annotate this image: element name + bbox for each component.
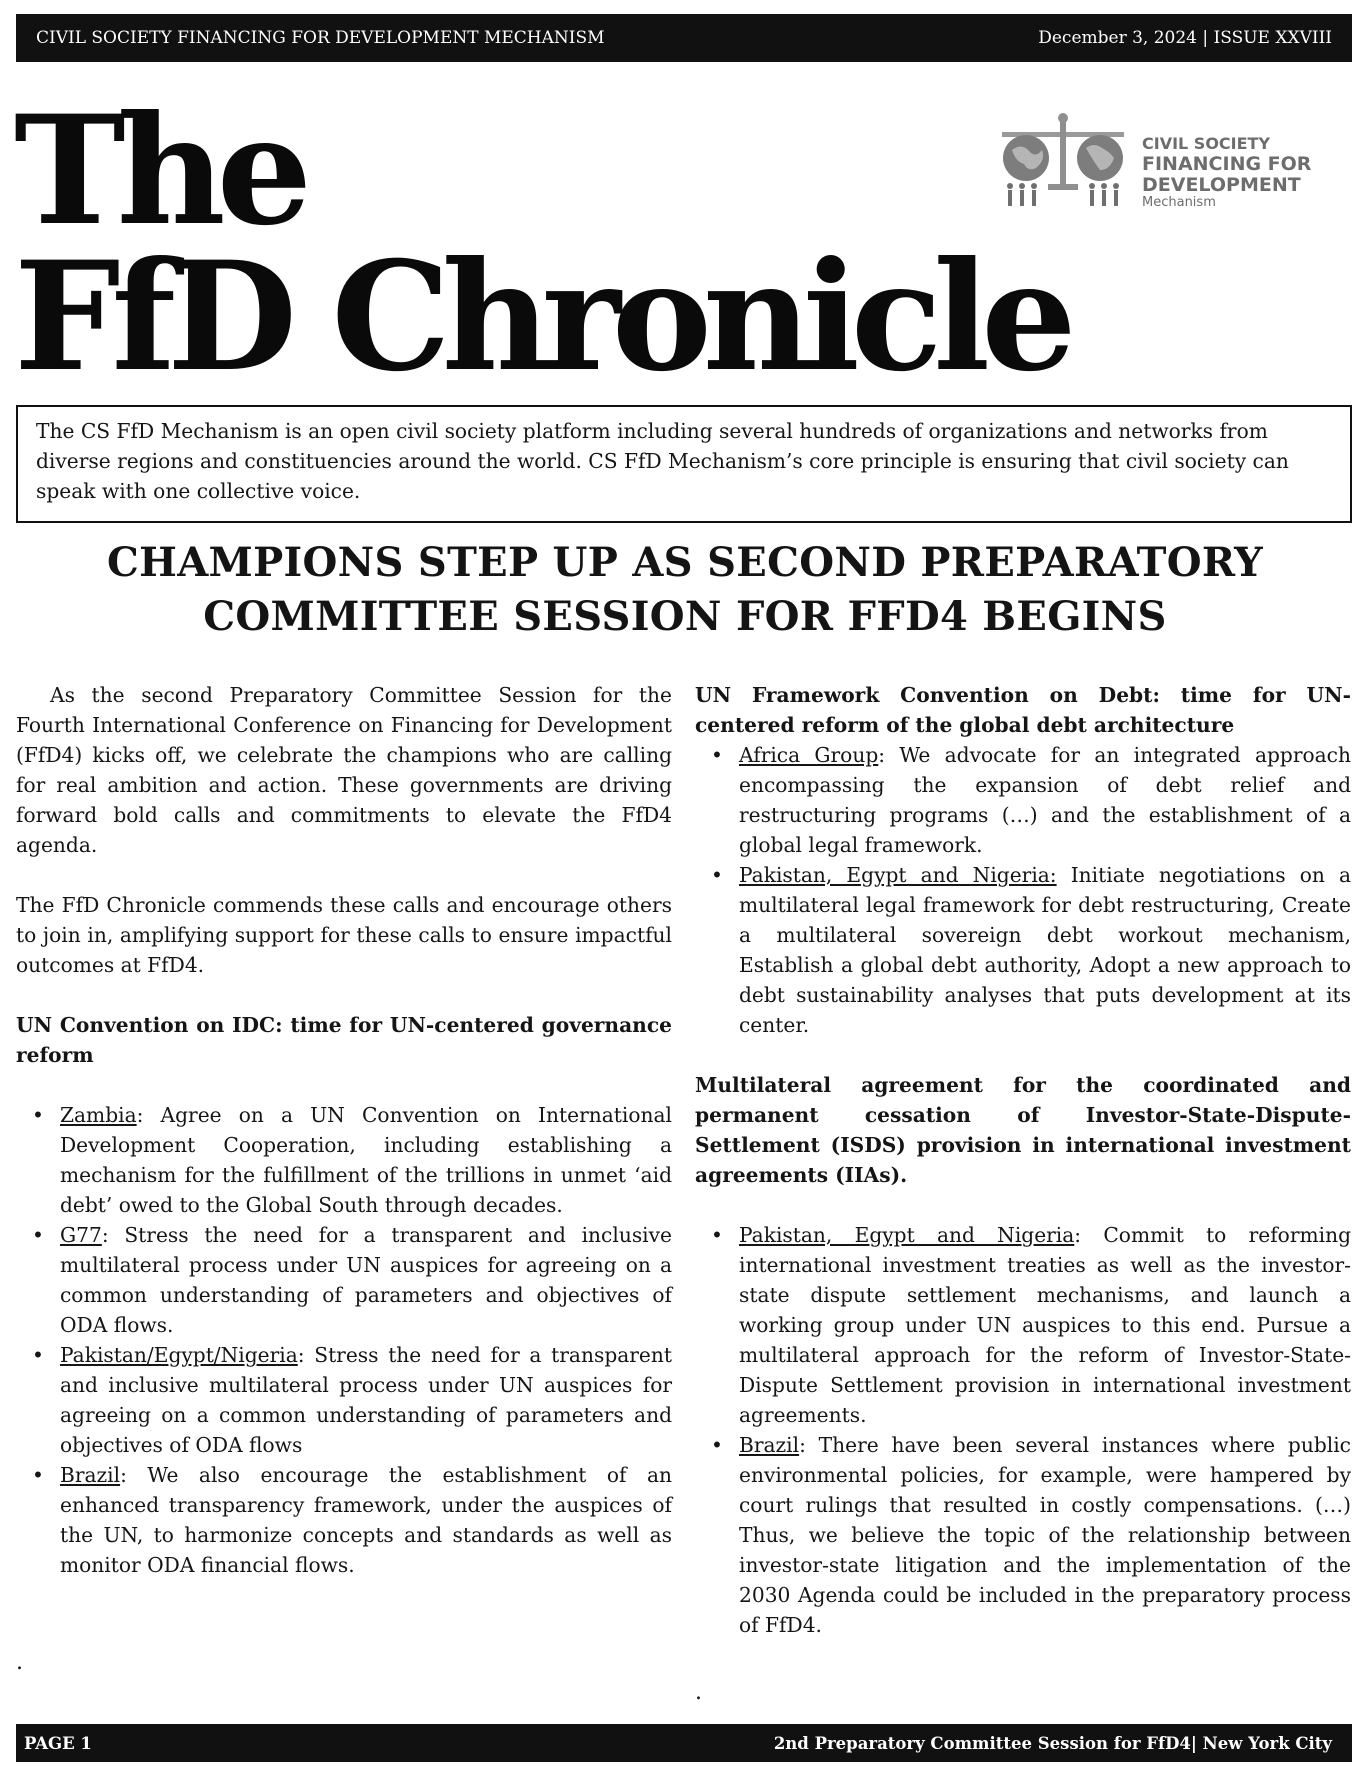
banner-org: CIVIL SOCIETY FINANCING FOR DEVELOPMENT MECHANISM: [36, 28, 605, 48]
page-number: PAGE 1: [24, 1733, 92, 1753]
intro-paragraph: As the second Preparatory Committee Session for the Fourth International Conference on Financing for Development (FfD4) kicks off, we celebrate the champions who are calling for real ambition and action. These governments are driving forward bold calls and commitments to elevate the FfD4 agenda.: [16, 683, 672, 857]
country-lead: Pakistan/Egypt/Nigeria: [60, 1343, 298, 1367]
country-lead: Brazil: [739, 1433, 800, 1457]
masthead-line-1: The: [14, 83, 304, 259]
headline-line-1: CHAMPIONS STEP UP AS SECOND PREPARATORY: [106, 539, 1264, 586]
commend-paragraph: The FfD Chronicle commends these calls and encourage others to join in, amplifying support for these calls to ensure impactful outcomes at FfD4.: [16, 893, 672, 977]
banner-date-issue: December 3, 2024 | ISSUE XXVIII: [1038, 28, 1332, 48]
list-item: [695, 1220, 1351, 1430]
masthead-title: [14, 83, 1068, 405]
logo-line-1: CIVIL SOCIETY: [1142, 134, 1271, 153]
item-text: : Stress the need for a transparent and inclusive multilateral process under UN auspices for agreeing on a common understanding of parameters and objectives of ODA flows: [60, 1343, 672, 1457]
item-text: : Commit to reforming international investment treaties as well as the investor-state dispute settlement mechanisms, and launch a working group under UN auspices to this end. Pursue a multilateral approach for the reform of Investor-State-Dispute Settlement provision in international investment agreements.: [739, 1223, 1351, 1427]
list-item: [16, 1460, 672, 1580]
right-column: [695, 680, 1351, 1640]
headline-line-2: COMMITTEE SESSION FOR FFD4 BEGINS: [203, 593, 1167, 640]
stray-mark-left: .: [16, 1650, 23, 1675]
country-lead: Pakistan, Egypt and Nigeria:: [739, 863, 1057, 887]
debt-list: [695, 740, 1351, 1040]
logo-line-4: Mechanism: [1142, 195, 1216, 210]
section-heading-debt: UN Framework Convention on Debt: time for UN-centered reform of the global debt architecture: [695, 683, 1351, 737]
stray-mark-right: .: [695, 1680, 702, 1705]
logo-line-2: FINANCING FOR: [1142, 153, 1312, 175]
top-banner: [16, 14, 1352, 62]
list-item: [16, 1100, 672, 1220]
list-item: [16, 1340, 672, 1460]
country-lead: Brazil: [60, 1463, 121, 1487]
country-lead: Pakistan, Egypt and Nigeria: [739, 1223, 1075, 1247]
list-item: [695, 860, 1351, 1040]
isds-list: [695, 1220, 1351, 1640]
footer-event: 2nd Preparatory Committee Session for FfD4| New York City: [773, 1733, 1332, 1753]
item-text: Initiate negotiations on a multilateral legal framework for debt restructuring, Create a multilateral sovereign debt workout mechanism, Establish a global debt authority, Adopt a new approach to debt sustainability analyses that puts development at its center.: [739, 863, 1351, 1037]
list-item: [695, 1430, 1351, 1640]
logo-line-3: DEVELOPMENT: [1142, 174, 1301, 196]
main-headline: [20, 536, 1350, 644]
item-text: : We advocate for an integrated approach encompassing the expansion of debt relief and restructuring programs (…) and the establishment of a global legal framework.: [739, 743, 1351, 857]
left-column: [16, 680, 672, 1580]
country-lead: Africa Group: [739, 743, 879, 767]
list-item: [16, 1220, 672, 1340]
logo-text: [1142, 133, 1311, 210]
country-lead: G77: [60, 1223, 102, 1247]
item-text: : Agree on a UN Convention on International Development Cooperation, including establishing a mechanism for the fulfillment of the trillions in unmet ‘aid debt’ owed to the Global South through decades.: [60, 1103, 672, 1217]
list-item: [695, 740, 1351, 860]
item-text: : Stress the need for a transparent and inclusive multilateral process under UN auspices for agreeing on a common understanding of parameters and objectives of ODA flows.: [60, 1223, 672, 1337]
section-heading-idc: UN Convention on IDC: time for UN-centered governance reform: [16, 1013, 672, 1067]
item-text: : There have been several instances where public environmental policies, for example, were hampered by court rulings that resulted in costly compensations. (…) Thus, we believe the topic of the relationship between investor-state litigation and the implementation of the 2030 Agenda could be included in the preparatory process of FfD4.: [739, 1433, 1351, 1637]
item-text: : We also encourage the establishment of an enhanced transparency framework, under the auspices of the UN, to harmonize concepts and standards as well as monitor ODA financial flows.: [60, 1463, 672, 1577]
idc-list: [16, 1100, 672, 1580]
section-heading-isds: Multilateral agreement for the coordinated and permanent cessation of Investor-State-Dispute-Settlement (ISDS) provision in international investment agreements (IIAs).: [695, 1073, 1351, 1187]
country-lead: Zambia: [60, 1103, 137, 1127]
footer-banner: [16, 1724, 1352, 1762]
masthead-line-2: FfD Chronicle: [14, 229, 1068, 405]
intro-box: The CS FfD Mechanism is an open civil society platform including several hundreds of organizations and networks from diverse regions and constituencies around the world. CS FfD Mechanism’s core principle is ensuring that civil society can speak with one collective voice.: [16, 405, 1352, 523]
